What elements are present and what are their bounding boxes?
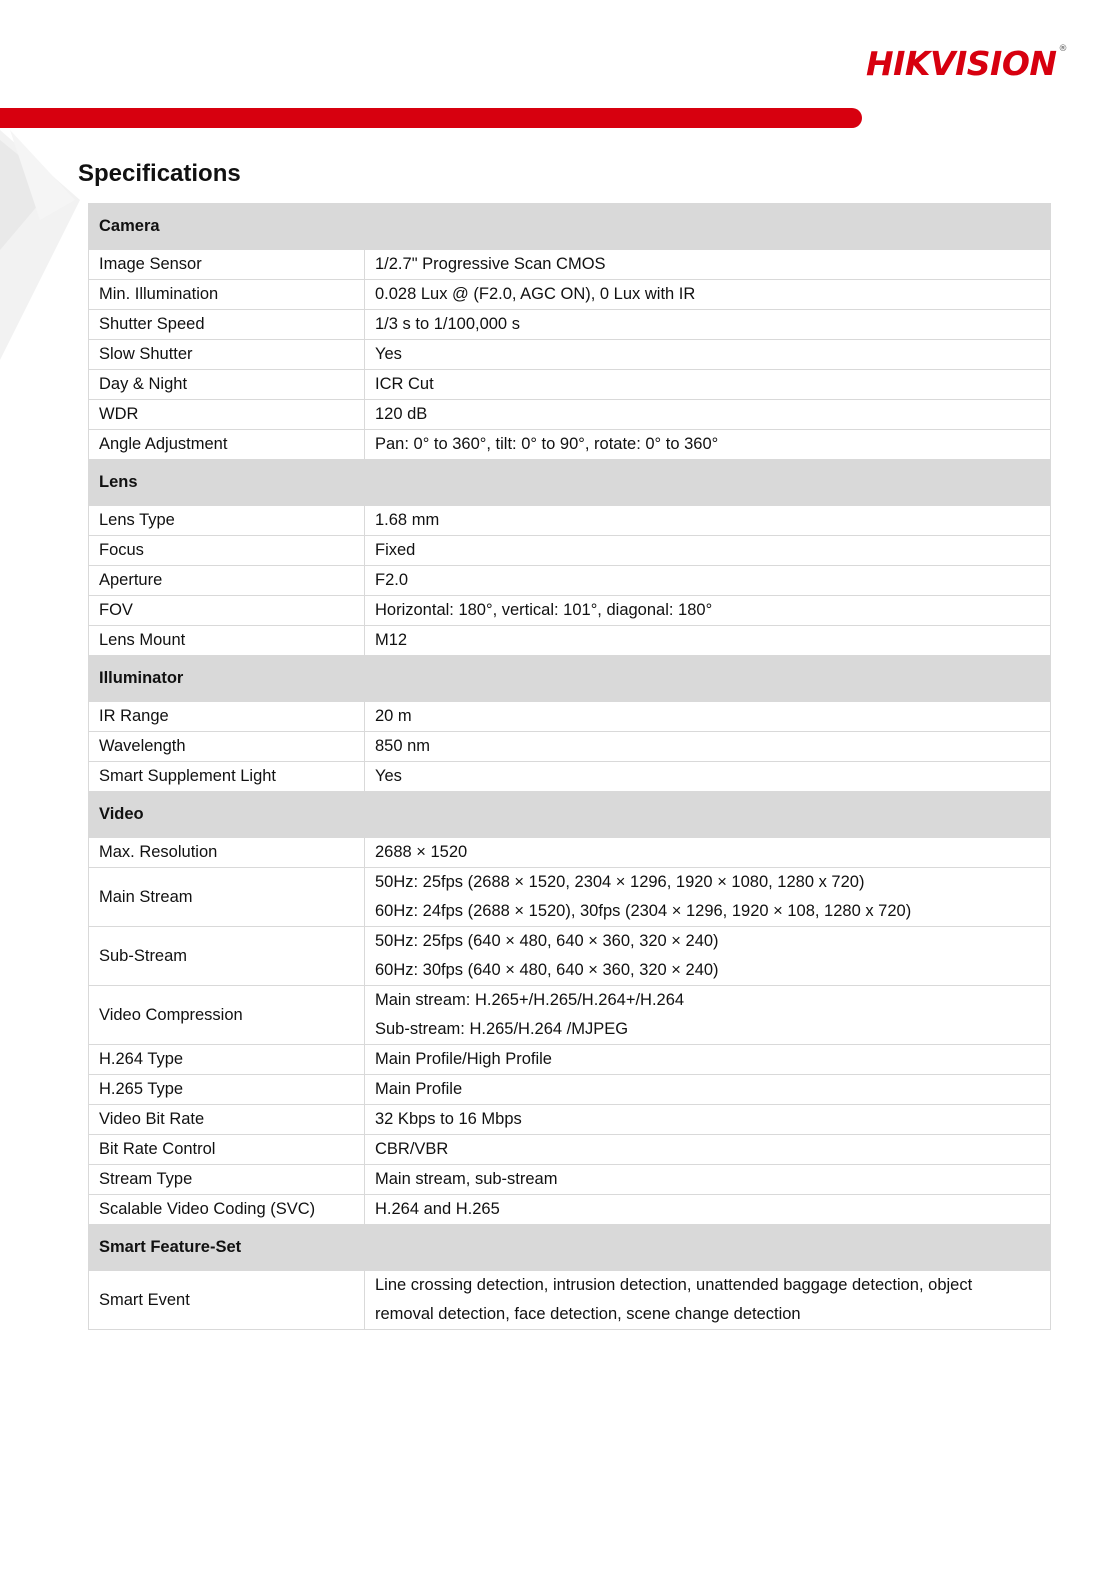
spec-value bbox=[365, 1045, 1051, 1075]
spec-value-line: 50Hz: 25fps (640 × 480, 640 × 360, 320 × 240) bbox=[375, 932, 719, 950]
spec-value-line: 0.028 Lux @ (F2.0, AGC ON), 0 Lux with IR bbox=[375, 285, 696, 303]
spec-label: Image Sensor bbox=[89, 250, 365, 280]
table-row bbox=[89, 762, 1051, 792]
table-row bbox=[89, 506, 1051, 536]
spec-value-line: Main stream, sub-stream bbox=[375, 1170, 558, 1188]
spec-value-line: H.264 and H.265 bbox=[375, 1200, 500, 1218]
spec-value-line: 32 Kbps to 16 Mbps bbox=[375, 1110, 522, 1128]
spec-value bbox=[365, 280, 1051, 310]
header-red-bar bbox=[0, 108, 862, 128]
spec-value-line: CBR/VBR bbox=[375, 1140, 449, 1158]
decorative-shards bbox=[0, 130, 90, 360]
spec-value-line: 60Hz: 30fps (640 × 480, 640 × 360, 320 × 240) bbox=[375, 961, 719, 979]
section-header bbox=[89, 460, 1051, 506]
spec-label: Max. Resolution bbox=[89, 838, 365, 868]
spec-value bbox=[365, 626, 1051, 656]
spec-value bbox=[365, 762, 1051, 792]
spec-value-line: Fixed bbox=[375, 541, 416, 559]
spec-value bbox=[365, 1195, 1051, 1225]
spec-value-line: Yes bbox=[375, 767, 402, 785]
table-row bbox=[89, 1045, 1051, 1075]
spec-value bbox=[365, 1075, 1051, 1105]
spec-value bbox=[365, 868, 1051, 927]
spec-value bbox=[365, 702, 1051, 732]
spec-value bbox=[365, 340, 1051, 370]
spec-value-line: 60Hz: 24fps (2688 × 1520), 30fps (2304 × 1296, 1920 × 108, 1280 x 720) bbox=[375, 902, 912, 920]
table-row bbox=[89, 927, 1051, 986]
spec-value bbox=[365, 596, 1051, 626]
section-header bbox=[89, 656, 1051, 702]
spec-label: Lens Mount bbox=[89, 626, 365, 656]
spec-value-line: Main stream: H.265+/H.265/H.264+/H.264 bbox=[375, 991, 685, 1009]
spec-label: Bit Rate Control bbox=[89, 1135, 365, 1165]
table-row bbox=[89, 566, 1051, 596]
table-row bbox=[89, 596, 1051, 626]
spec-value-line: Sub-stream: H.265/H.264 /MJPEG bbox=[375, 1020, 629, 1038]
table-row bbox=[89, 536, 1051, 566]
spec-value-line: F2.0 bbox=[375, 571, 409, 589]
spec-label: IR Range bbox=[89, 702, 365, 732]
spec-label: Video Compression bbox=[89, 986, 365, 1045]
table-row bbox=[89, 838, 1051, 868]
spec-value-line: Pan: 0° to 360°, tilt: 0° to 90°, rotate: 0° to 360° bbox=[375, 435, 719, 453]
spec-value-line: 1.68 mm bbox=[375, 511, 440, 529]
spec-label: H.264 Type bbox=[89, 1045, 365, 1075]
spec-value-line: 2688 × 1520 bbox=[375, 843, 468, 861]
spec-value-line: ICR Cut bbox=[375, 375, 434, 393]
table-row bbox=[89, 310, 1051, 340]
spec-label: Angle Adjustment bbox=[89, 430, 365, 460]
spec-value-line: 120 dB bbox=[375, 405, 428, 423]
table-row bbox=[89, 868, 1051, 927]
spec-value-line: 1/3 s to 1/100,000 s bbox=[375, 315, 520, 333]
spec-value bbox=[365, 1271, 1051, 1330]
table-row bbox=[89, 986, 1051, 1045]
table-row bbox=[89, 1195, 1051, 1225]
spec-value-line: 1/2.7" Progressive Scan CMOS bbox=[375, 255, 606, 273]
spec-value bbox=[365, 310, 1051, 340]
spec-label: Sub-Stream bbox=[89, 927, 365, 986]
spec-label: Scalable Video Coding (SVC) bbox=[89, 1195, 365, 1225]
spec-value-line: removal detection, face detection, scene change detection bbox=[375, 1305, 801, 1323]
table-row bbox=[89, 1271, 1051, 1330]
section-title: Camera bbox=[89, 204, 1051, 250]
spec-value bbox=[365, 370, 1051, 400]
spec-label: Slow Shutter bbox=[89, 340, 365, 370]
table-row bbox=[89, 400, 1051, 430]
table-row bbox=[89, 732, 1051, 762]
section-header bbox=[89, 792, 1051, 838]
table-row bbox=[89, 1075, 1051, 1105]
spec-label: Smart Event bbox=[89, 1271, 365, 1330]
spec-value bbox=[365, 732, 1051, 762]
spec-label: WDR bbox=[89, 400, 365, 430]
spec-label: Shutter Speed bbox=[89, 310, 365, 340]
spec-value bbox=[365, 506, 1051, 536]
spec-label: Min. Illumination bbox=[89, 280, 365, 310]
spec-value-line: 850 nm bbox=[375, 737, 431, 755]
spec-value-line: Main Profile/High Profile bbox=[375, 1050, 552, 1068]
spec-label: FOV bbox=[89, 596, 365, 626]
section-header bbox=[89, 204, 1051, 250]
spec-label: Smart Supplement Light bbox=[89, 762, 365, 792]
spec-value-line: Main Profile bbox=[375, 1080, 463, 1098]
spec-value-line: 50Hz: 25fps (2688 × 1520, 2304 × 1296, 1920 × 1080, 1280 x 720) bbox=[375, 873, 865, 891]
spec-value bbox=[365, 430, 1051, 460]
spec-label: Video Bit Rate bbox=[89, 1105, 365, 1135]
spec-value bbox=[365, 986, 1051, 1045]
section-title: Lens bbox=[89, 460, 1051, 506]
spec-table bbox=[88, 203, 1051, 1330]
table-row bbox=[89, 430, 1051, 460]
section-title: Illuminator bbox=[89, 656, 1051, 702]
spec-value bbox=[365, 566, 1051, 596]
spec-value-line: M12 bbox=[375, 631, 408, 649]
table-row bbox=[89, 340, 1051, 370]
spec-label: Lens Type bbox=[89, 506, 365, 536]
table-row bbox=[89, 1165, 1051, 1195]
section-header bbox=[89, 1225, 1051, 1271]
spec-value bbox=[365, 1135, 1051, 1165]
spec-value bbox=[365, 536, 1051, 566]
spec-value-line: Horizontal: 180°, vertical: 101°, diagonal: 180° bbox=[375, 601, 713, 619]
spec-label: Main Stream bbox=[89, 868, 365, 927]
spec-value bbox=[365, 838, 1051, 868]
spec-value bbox=[365, 1165, 1051, 1195]
table-row bbox=[89, 250, 1051, 280]
spec-label: Aperture bbox=[89, 566, 365, 596]
spec-value-line: Line crossing detection, intrusion detection, unattended baggage detection, object bbox=[375, 1276, 973, 1294]
spec-label: Focus bbox=[89, 536, 365, 566]
section-title: Smart Feature-Set bbox=[89, 1225, 1051, 1271]
table-row bbox=[89, 1105, 1051, 1135]
spec-label: Day & Night bbox=[89, 370, 365, 400]
page-title: Specifications bbox=[78, 160, 241, 187]
spec-value bbox=[365, 1105, 1051, 1135]
table-row bbox=[89, 626, 1051, 656]
table-row bbox=[89, 370, 1051, 400]
hikvision-logo: HIKVISION ® bbox=[865, 44, 1067, 83]
table-row bbox=[89, 702, 1051, 732]
spec-value bbox=[365, 250, 1051, 280]
table-row bbox=[89, 280, 1051, 310]
spec-value bbox=[365, 927, 1051, 986]
section-title: Video bbox=[89, 792, 1051, 838]
spec-label: H.265 Type bbox=[89, 1075, 365, 1105]
table-row bbox=[89, 1135, 1051, 1165]
spec-value-line: Yes bbox=[375, 345, 402, 363]
spec-value-line: 20 m bbox=[375, 707, 412, 725]
spec-label: Wavelength bbox=[89, 732, 365, 762]
spec-value bbox=[365, 400, 1051, 430]
spec-label: Stream Type bbox=[89, 1165, 365, 1195]
